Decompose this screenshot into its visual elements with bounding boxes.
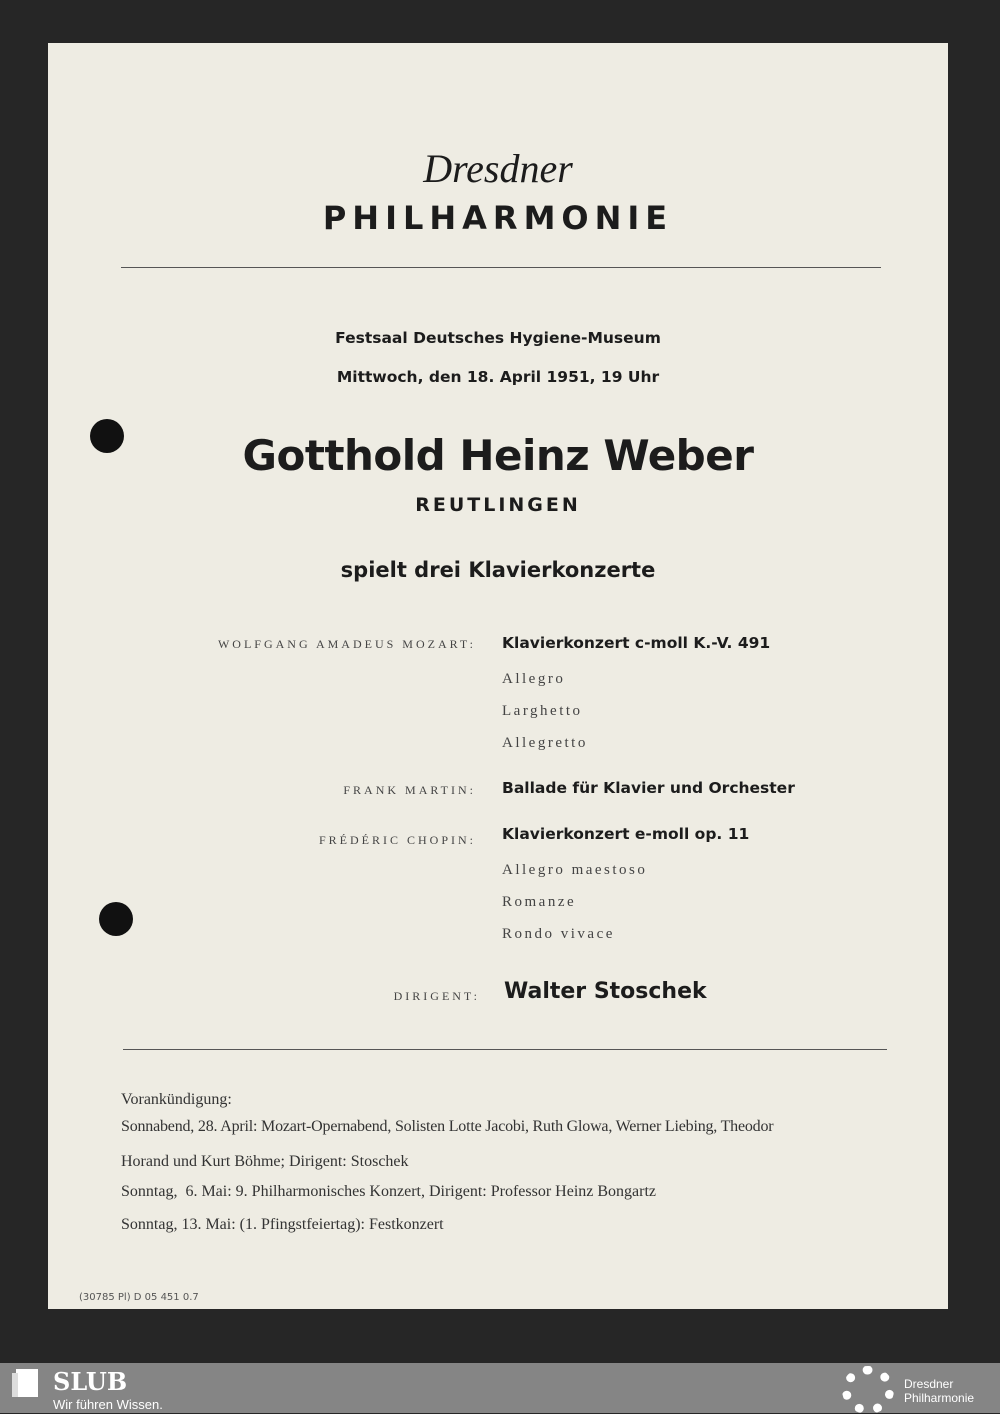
date: Mittwoch, den 18. April 1951, 19 Uhr (336, 368, 660, 386)
footer-bar (0, 1363, 1000, 1413)
movement: Allegretto (502, 735, 588, 751)
divider (121, 267, 881, 268)
announcement-heading: Vorankündigung: (121, 1091, 232, 1108)
work-title: Klavierkonzert c-moll K.-V. 491 (502, 634, 771, 652)
movement: Rondo vivace (502, 926, 615, 942)
announcement-line: Sonntag, 6. Mai: 9. Philharmonisches Konzert, Dirigent: Professor Heinz Bongartz (121, 1183, 657, 1200)
punch-hole (99, 902, 133, 936)
movement: Allegro maestoso (502, 862, 648, 878)
movement: Allegro (502, 671, 566, 687)
movement: Larghetto (502, 703, 583, 719)
conductor-label: DIRIGENT: (393, 989, 480, 1003)
partner-line: Philharmonie (904, 1391, 975, 1405)
divider (123, 1049, 887, 1050)
concert-program-page (48, 43, 948, 1309)
subtitle: spielt drei Klavierkonzerte (340, 558, 656, 582)
announcement-line: Sonnabend, 28. April: Mozart-Opernabend, Solisten Lotte Jacobi, Ruth Glowa, Werner Liebing, Theodor (121, 1118, 774, 1135)
slub-logo-text[interactable]: SLUB (53, 1367, 128, 1396)
philharmonie-logo-icon (842, 1366, 894, 1414)
announcement-line: Sonntag, 13. Mai: (1. Pfingstfeiertag): Festkonzert (121, 1216, 444, 1233)
soloist-city: REUTLINGEN (415, 494, 581, 516)
composer: WOLFGANG AMADEUS MOZART: (217, 637, 476, 651)
header-script-title: Dresdner (423, 146, 573, 191)
work-title: Ballade für Klavier und Orchester (502, 779, 795, 797)
work-title: Klavierkonzert e-moll op. 11 (502, 825, 750, 843)
announcement-line: Horand und Kurt Böhme; Dirigent: Stoschek (121, 1153, 409, 1170)
composer: FRANK MARTIN: (343, 783, 476, 797)
movement: Romanze (502, 894, 577, 910)
partner-name[interactable] (904, 1377, 974, 1405)
soloist-name: Gotthold Heinz Weber (242, 431, 754, 480)
venue: Festsaal Deutsches Hygiene-Museum (335, 329, 661, 347)
print-code: (30785 Pl) D 05 451 0.7 (79, 1292, 199, 1303)
slub-book-icon (12, 1367, 38, 1397)
header-title: PHILHARMONIE (322, 199, 674, 237)
partner-line: Dresdner (904, 1377, 954, 1391)
slub-slogan: Wir führen Wissen. (53, 1397, 163, 1412)
composer: FRÉDÉRIC CHOPIN: (318, 833, 476, 847)
conductor-name: Walter Stoschek (504, 979, 707, 1004)
